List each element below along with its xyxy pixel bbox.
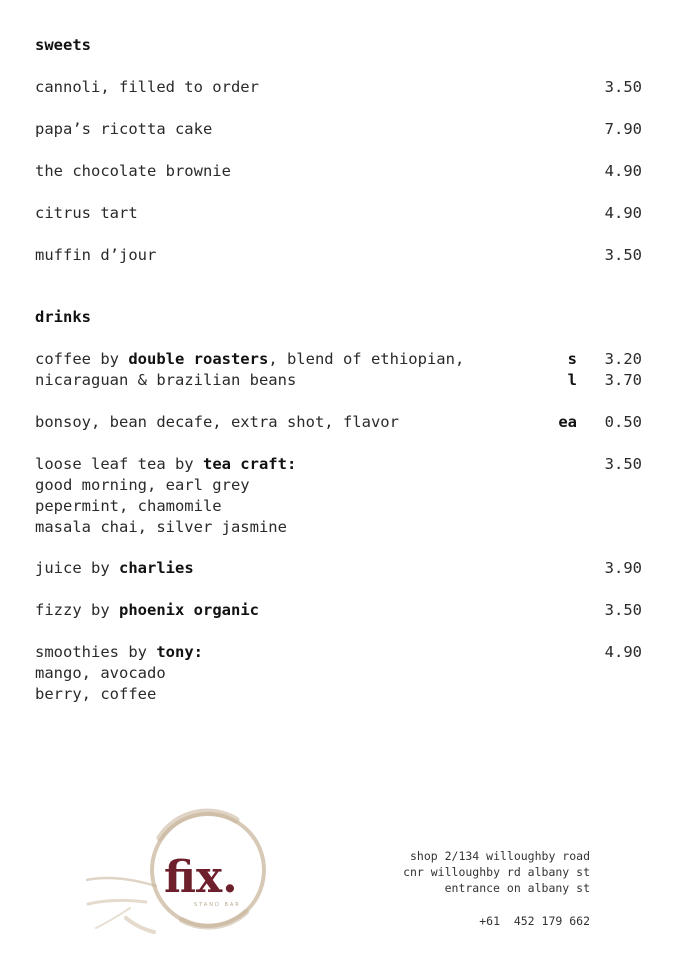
juice-price: 3.90 (604, 559, 642, 577)
fizzy-prefix: fizzy by (35, 601, 119, 619)
coffee-line-2: nicaraguan & brazilian beans (35, 371, 297, 389)
fizzy-line (35, 601, 259, 619)
menu-item-name: citrus tart (35, 204, 138, 222)
juice-brand: charlies (119, 559, 194, 577)
drinks-heading: drinks (35, 308, 91, 326)
menu-item-name: cannoli, filled to order (35, 78, 259, 96)
menu-item-price: 4.90 (604, 162, 642, 180)
smoothies-brand: tony: (156, 643, 203, 661)
menu-item-price: 7.90 (604, 120, 642, 138)
smoothie-flavor: mango, avocado (35, 664, 166, 682)
smoothies-prefix: smoothies by (35, 643, 157, 661)
coffee-price-small: 3.20 (604, 350, 642, 368)
juice-line (35, 559, 194, 577)
smoothie-flavor: berry, coffee (35, 685, 157, 703)
tea-variety: masala chai, silver jasmine (35, 518, 287, 536)
menu-item-name: papa’s ricotta cake (35, 120, 213, 138)
fix-logo (86, 808, 276, 938)
address-block (403, 848, 590, 896)
menu-item-price: 4.90 (604, 204, 642, 222)
extras-name: bonsoy, bean decafe, extra shot, flavor (35, 413, 399, 431)
tea-variety: good morning, earl grey (35, 476, 250, 494)
coffee-price-large: 3.70 (604, 371, 642, 389)
phone-number: +61 452 179 662 (479, 914, 590, 928)
smoothies-price: 4.90 (604, 643, 642, 661)
coffee-size-small: s (567, 350, 577, 368)
smoothies-line (35, 643, 203, 661)
logo-subtext: STAND BAR (194, 902, 241, 908)
menu-item-name: the chocolate brownie (35, 162, 231, 180)
coffee-suffix: , blend of ethiopian, (268, 350, 465, 368)
menu-item-price: 3.50 (604, 78, 642, 96)
coffee-brand: double roasters (128, 350, 269, 368)
tea-prefix: loose leaf tea by (35, 455, 203, 473)
menu-item-name: muffin d’jour (35, 246, 157, 264)
tea-line (35, 455, 296, 473)
coffee-prefix: coffee by (35, 350, 129, 368)
extras-unit: ea (558, 413, 577, 431)
coffee-size-large: l (567, 371, 577, 389)
address-line: cnr willoughby rd albany st (403, 865, 590, 879)
menu-item-price: 3.50 (604, 246, 642, 264)
tea-variety: pepermint, chamomile (35, 497, 222, 515)
tea-brand: tea craft: (202, 455, 297, 473)
sweets-heading: sweets (35, 36, 91, 54)
juice-prefix: juice by (35, 559, 119, 577)
logo-wordmark: fix. (164, 852, 238, 903)
fizzy-brand: phoenix organic (119, 601, 259, 619)
fizzy-price: 3.50 (604, 601, 642, 619)
tea-price: 3.50 (604, 455, 642, 473)
address-line: entrance on albany st (444, 881, 590, 895)
address-line: shop 2/134 willoughby road (409, 849, 590, 863)
extras-price: 0.50 (604, 413, 642, 431)
coffee-line-1 (35, 350, 464, 368)
